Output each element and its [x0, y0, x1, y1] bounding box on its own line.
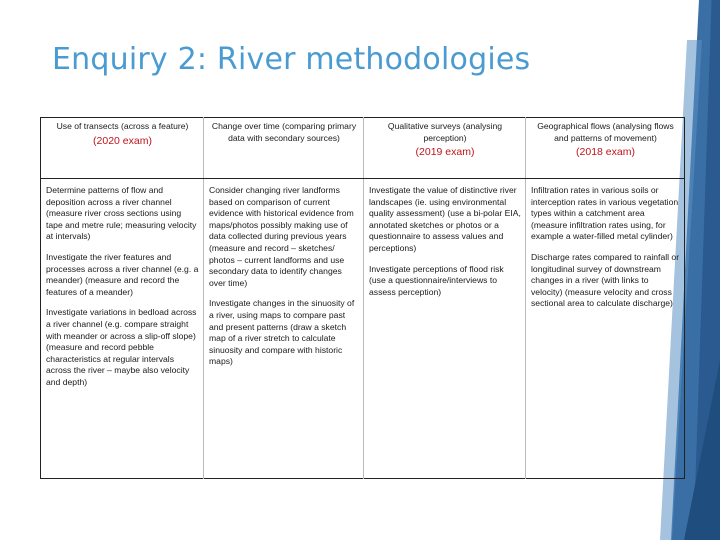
cell-paragraph: Determine patterns of flow and deposition across a river channel (measure river cross sections using tape and metre rule; measuring velocity at intervals): [46, 185, 197, 242]
cell-qualitative-surveys: [364, 179, 526, 479]
header-title: Geographical flows (analysing flows and patterns of movement): [537, 121, 674, 143]
exam-label: (2018 exam): [576, 146, 635, 159]
header-change-over-time: [204, 118, 364, 179]
cell-paragraph: Investigate perceptions of flood risk (use a questionnaire/interviews to assess perception): [369, 263, 504, 297]
cell-paragraph: Consider changing river landforms based on comparison of current evidence with historical evidence from maps/photos possibly making use of data collected during previous years (measure and record – sketches/ photos – current landforms and use secondary data to identify changes over time): [209, 185, 354, 288]
methodologies-table: [40, 117, 685, 479]
cell-geographical-flows: [526, 179, 685, 479]
cell-paragraph: Investigate changes in the sinuosity of a river, using maps to compare past and present patterns (draw a sketch map of a river stretch to calculate sinuosity and compare with historic maps): [209, 298, 355, 367]
header-title: Change over time (comparing primary data with secondary sources): [211, 121, 357, 143]
header-qualitative-surveys: [364, 118, 526, 179]
table-row: [41, 179, 685, 479]
cell-transects: [41, 179, 204, 479]
exam-label: (2020 exam): [93, 134, 152, 147]
header-title: Use of transects (across a feature): [56, 121, 189, 131]
cell-paragraph: Infiltration rates in various soils or interception rates in various vegetation types within a catchment area (measure infiltration rates using, for example a water-filled metal cylinder): [531, 185, 679, 242]
header-geographical-flows: [526, 118, 685, 179]
cell-paragraph: Investigate the river features and processes across a river channel (e.g. a meander) (measure and record the features of a meander): [46, 251, 199, 297]
cell-paragraph: Investigate variations in bedload across a river channel (e.g. compare straight with meander or across a slip-off slope) (measure and record pebble characteristics at regular intervals across the river – maybe also velocity and depth): [46, 307, 197, 387]
slide-title: Enquiry 2: River methodologies: [52, 42, 531, 77]
table-header-row: [41, 118, 685, 179]
cell-change-over-time: [204, 179, 364, 479]
exam-label: (2019 exam): [415, 146, 475, 159]
header-title: Qualitative surveys (analysing perception): [387, 121, 503, 143]
cell-paragraph: Discharge rates compared to rainfall or longitudinal survey of downstream changes in a river (with links to velocity) (measure velocity and cross sectional area to calculate discharge): [531, 251, 680, 309]
cell-paragraph: Investigate the value of distinctive river landscapes (ie. using environmental quality assessment) (use a bi-polar EIA, annotated sketches or photos or a questionnaire to assess values and perceptions): [369, 185, 521, 253]
header-transects: [41, 118, 204, 179]
